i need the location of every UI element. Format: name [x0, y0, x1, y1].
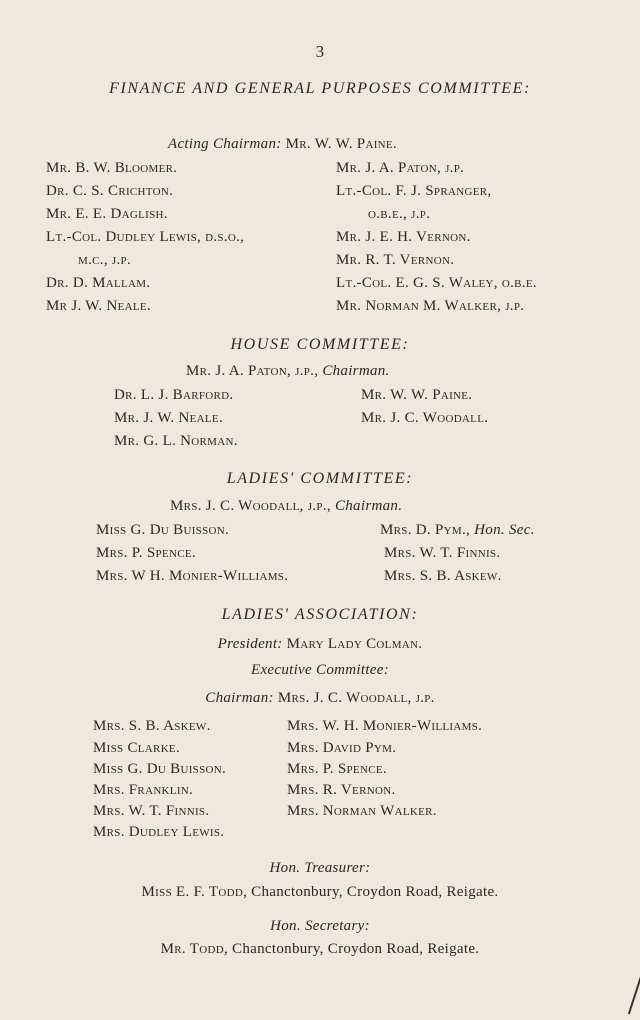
ladies-committee-secretary — [380, 522, 535, 539]
association-member: Mrs. W. T. Finnis. — [93, 803, 210, 819]
ladies-committee-member: Mrs. D. Pym., — [380, 522, 471, 538]
house-chair — [186, 363, 390, 380]
finance-chair-role: Acting Chairman: — [168, 136, 282, 152]
secretary-role: Hon. Secretary: — [270, 918, 370, 934]
finance-member: Mr. J. E. H. Vernon. — [336, 229, 471, 245]
finance-member: Mr. Norman M. Walker, j.p. — [336, 298, 525, 314]
finance-member: Mr J. W. Neale. — [46, 298, 151, 314]
president-role: President: — [217, 636, 283, 652]
finance-member: Mr. B. W. Bloomer. — [46, 160, 178, 176]
house-member: Dr. L. J. Barford. — [114, 387, 234, 403]
finance-member: Lt.-Col. Dudley Lewis, d.s.o., — [46, 229, 245, 245]
executive-chair-name: Mrs. J. C. Woodall, j.p. — [277, 690, 435, 706]
secretary-name: Mr. Todd — [160, 941, 224, 957]
house-heading: HOUSE COMMITTEE: — [230, 336, 410, 353]
ladies-committee-member: Mrs. W H. Monier-Williams. — [96, 568, 289, 584]
association-member: Mrs. R. Vernon. — [287, 782, 396, 798]
ladies-committee-sec-role: Hon. Sec. — [474, 522, 535, 538]
house-member: Mr. J. C. Woodall. — [361, 410, 489, 426]
finance-chair — [168, 136, 397, 153]
finance-member: Mr. E. E. Daglish. — [46, 206, 168, 222]
association-member: Miss Clarke. — [93, 740, 181, 756]
house-chair-role: Chairman. — [322, 363, 390, 379]
executive-committee-heading: Executive Committee: — [250, 662, 390, 678]
ladies-committee-member: Mrs. S. B. Askew. — [384, 568, 502, 584]
secretary-line — [0, 941, 640, 958]
ladies-committee-member: Miss G. Du Buisson. — [96, 522, 230, 538]
ladies-committee-chair — [170, 498, 402, 515]
executive-chair-role: Chairman: — [205, 690, 274, 706]
house-member: Mr. J. W. Neale. — [114, 410, 224, 426]
ladies-committee-chair-role: Chairman. — [334, 498, 403, 514]
finance-heading: FINANCE AND GENERAL PURPOSES COMMITTEE: — [109, 80, 531, 97]
finance-member-cont: m.c., j.p. — [78, 252, 132, 268]
executive-chair — [0, 690, 640, 707]
ladies-committee-chair-name: Mrs. J. C. Woodall, j.p., — [170, 498, 331, 514]
association-member: Mrs. Norman Walker. — [287, 803, 437, 819]
page-number: 3 — [315, 42, 325, 61]
finance-member: Mr. R. T. Vernon. — [336, 252, 455, 268]
association-member: Mrs. Franklin. — [93, 782, 194, 798]
association-member: Mrs. S. B. Askew. — [93, 718, 211, 734]
treasurer-role: Hon. Treasurer: — [269, 860, 371, 876]
ladies-committee-member: Mrs. W. T. Finnis. — [384, 545, 501, 561]
finance-member: Lt.-Col. F. J. Spranger, — [336, 183, 492, 199]
ladies-association-heading: LADIES' ASSOCIATION: — [221, 606, 419, 623]
association-member: Miss G. Du Buisson. — [93, 761, 227, 777]
ink-mark — [628, 976, 640, 1015]
treasurer-name: Miss E. F. Todd — [141, 884, 244, 900]
association-member: Mrs. David Pym. — [287, 740, 397, 756]
ladies-association-president — [0, 636, 640, 653]
finance-member: Dr. C. S. Crichton. — [46, 183, 174, 199]
finance-member: Lt.-Col. E. G. S. Waley, o.b.e. — [336, 275, 537, 291]
finance-member-cont: o.b.e., j.p. — [368, 206, 431, 222]
house-member: Mr. G. L. Norman. — [114, 433, 238, 449]
ladies-committee-heading: LADIES' COMMITTEE: — [226, 470, 414, 487]
house-chair-name: Mr. J. A. Paton, j.p., — [186, 363, 319, 379]
association-member: Mrs. Dudley Lewis. — [93, 824, 225, 840]
treasurer-address: , Chanctonbury, Croydon Road, Reigate. — [243, 884, 499, 900]
finance-chair-name: Mr. W. W. Paine. — [285, 136, 397, 152]
finance-member: Dr. D. Mallam. — [46, 275, 151, 291]
association-member: Mrs. W. H. Monier-Williams. — [287, 718, 483, 734]
ladies-committee-member: Mrs. P. Spence. — [96, 545, 196, 561]
treasurer-line — [0, 884, 640, 901]
president-name: Mary Lady Colman. — [286, 636, 423, 652]
house-member: Mr. W. W. Paine. — [361, 387, 473, 403]
association-member: Mrs. P. Spence. — [287, 761, 387, 777]
finance-member: Mr. J. A. Paton, j.p. — [336, 160, 465, 176]
secretary-address: , Chanctonbury, Croydon Road, Reigate. — [223, 941, 480, 957]
